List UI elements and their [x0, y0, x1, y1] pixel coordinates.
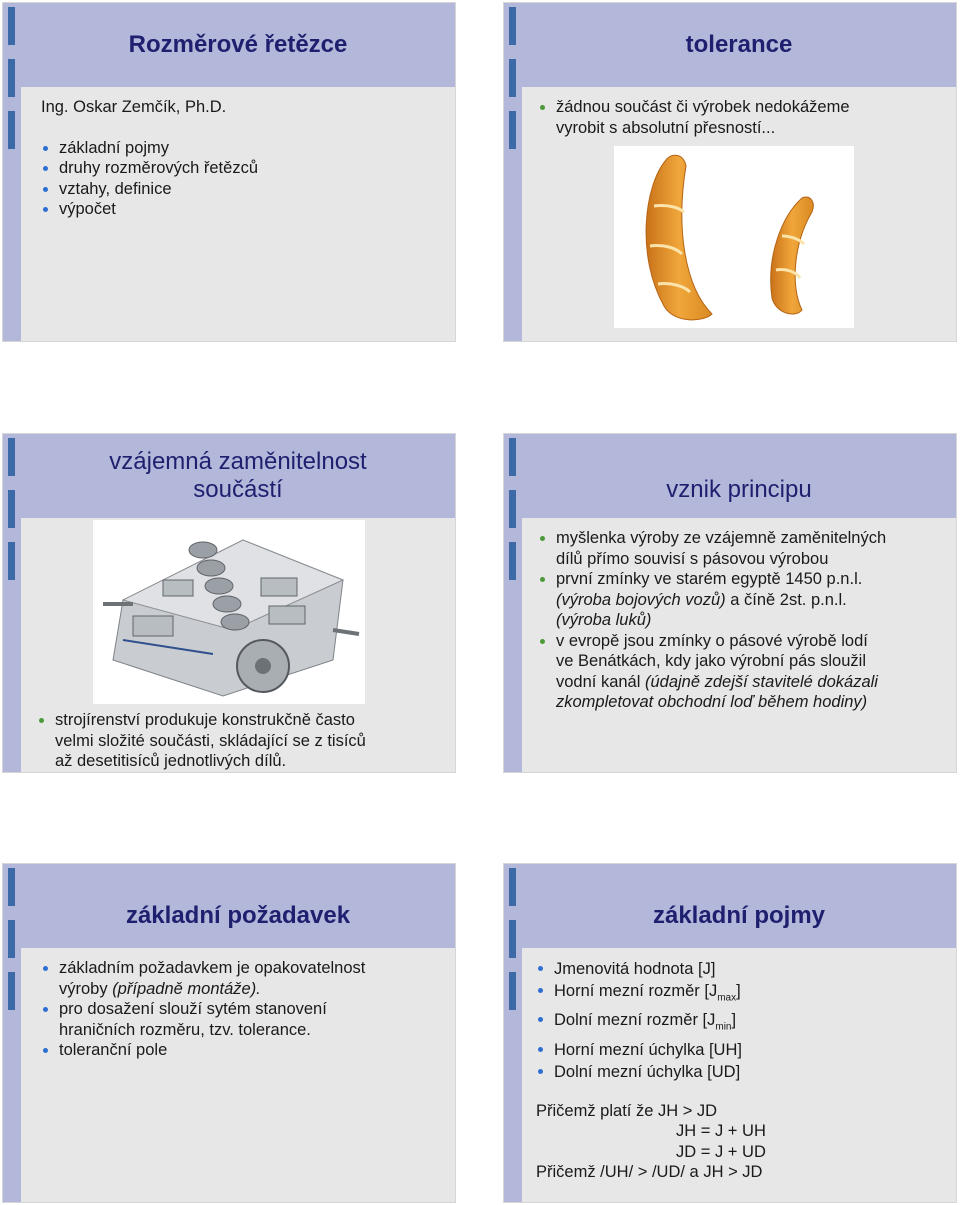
left-accent-bar — [504, 3, 522, 341]
slide-2 — [504, 3, 956, 341]
formula-line: JD = J + UD — [676, 1142, 766, 1161]
slide-body — [538, 97, 946, 138]
slide-1 — [3, 3, 455, 341]
author-line: Ing. Oskar Zemčík, Ph.D. — [41, 98, 227, 116]
slide-title: základní požadavek — [125, 902, 351, 929]
left-accent-bar — [3, 3, 21, 341]
list-item: Jmenovitá hodnota [J] — [536, 958, 946, 980]
list-item: Dolní mezní rozměr $[J_{min}]$ — [536, 1009, 946, 1038]
slide-title: vzájemná zaměnitelnost součástí — [109, 448, 367, 503]
formula-line: Přičemž platí že JH > JD — [536, 1101, 718, 1120]
list-item: strojírenství produkuje konstrukčně často velmi složité součásti, skládající se z tisíců až desetitisíců jednotlivých dílů. — [37, 710, 445, 772]
slide-5 — [3, 864, 455, 1202]
formula-line: Přičemž /UH/ > /UD/ a JH > JD — [536, 1163, 763, 1182]
list-item: žádnou součást či výrobek nedokážeme vyrobit s absolutní přesností... — [538, 97, 946, 138]
left-accent-bar — [504, 864, 522, 1202]
engine-image — [93, 520, 365, 704]
slide-body — [41, 97, 445, 220]
list-item: základním požadavkem je opakovatelnost výroby (případně montáže). — [41, 958, 445, 999]
slide-body — [536, 958, 946, 1183]
formula-line: JH = J + UH — [676, 1122, 766, 1141]
list-item: výpočet — [41, 199, 445, 220]
croissant-drawing — [614, 146, 854, 328]
left-accent-bar — [3, 864, 21, 1202]
slide-title: vznik principu — [666, 476, 812, 503]
slide-title: základní pojmy — [652, 902, 826, 929]
list-item: základní pojmy — [41, 138, 445, 159]
engine-drawing — [93, 520, 365, 704]
slide-body — [538, 528, 952, 713]
slide-3 — [3, 434, 455, 772]
list-item: Dolní mezní úchylka [UD] — [536, 1061, 946, 1083]
left-accent-bar — [3, 434, 21, 772]
slide-6 — [504, 864, 956, 1202]
formula-block — [536, 1101, 946, 1183]
list-item: v evropě jsou zmínky o pásové výrobě lodí ve Benátkách, kdy jako výrobní pás sloužil vodní kanál (údajně zdejší stavitelé dokázali zkompletovat obchodní loď během hodiny) — [538, 631, 952, 713]
left-accent-bar — [504, 434, 522, 772]
slide-body — [37, 710, 445, 772]
list-item: druhy rozměrových řetězců — [41, 158, 445, 179]
slide-4 — [504, 434, 956, 772]
list-item: myšlenka výroby ze vzájemně zaměnitelných dílů přímo souvisí s pásovou výrobou — [538, 528, 952, 569]
bullet-list — [41, 138, 445, 220]
list-item: Horní mezní úchylka [UH] — [536, 1039, 946, 1061]
slide-title: tolerance — [685, 31, 793, 58]
list-item: pro dosažení slouží sytém stanovení hraničních rozměru, tzv. tolerance. — [41, 999, 445, 1040]
list-item: vztahy, definice — [41, 179, 445, 200]
slide-title: Rozměrové řetězce — [128, 31, 348, 58]
list-item: Horní mezní rozměr $[J_{max}]$ — [536, 980, 946, 1009]
slide-body — [41, 958, 445, 1061]
list-item: první zmínky ve starém egyptě 1450 p.n.l. (výroba bojových vozů) a číně 2st. p.n.l. (výroba luků) — [538, 569, 952, 631]
croissant-image — [614, 146, 854, 328]
list-item: toleranční pole — [41, 1040, 445, 1061]
